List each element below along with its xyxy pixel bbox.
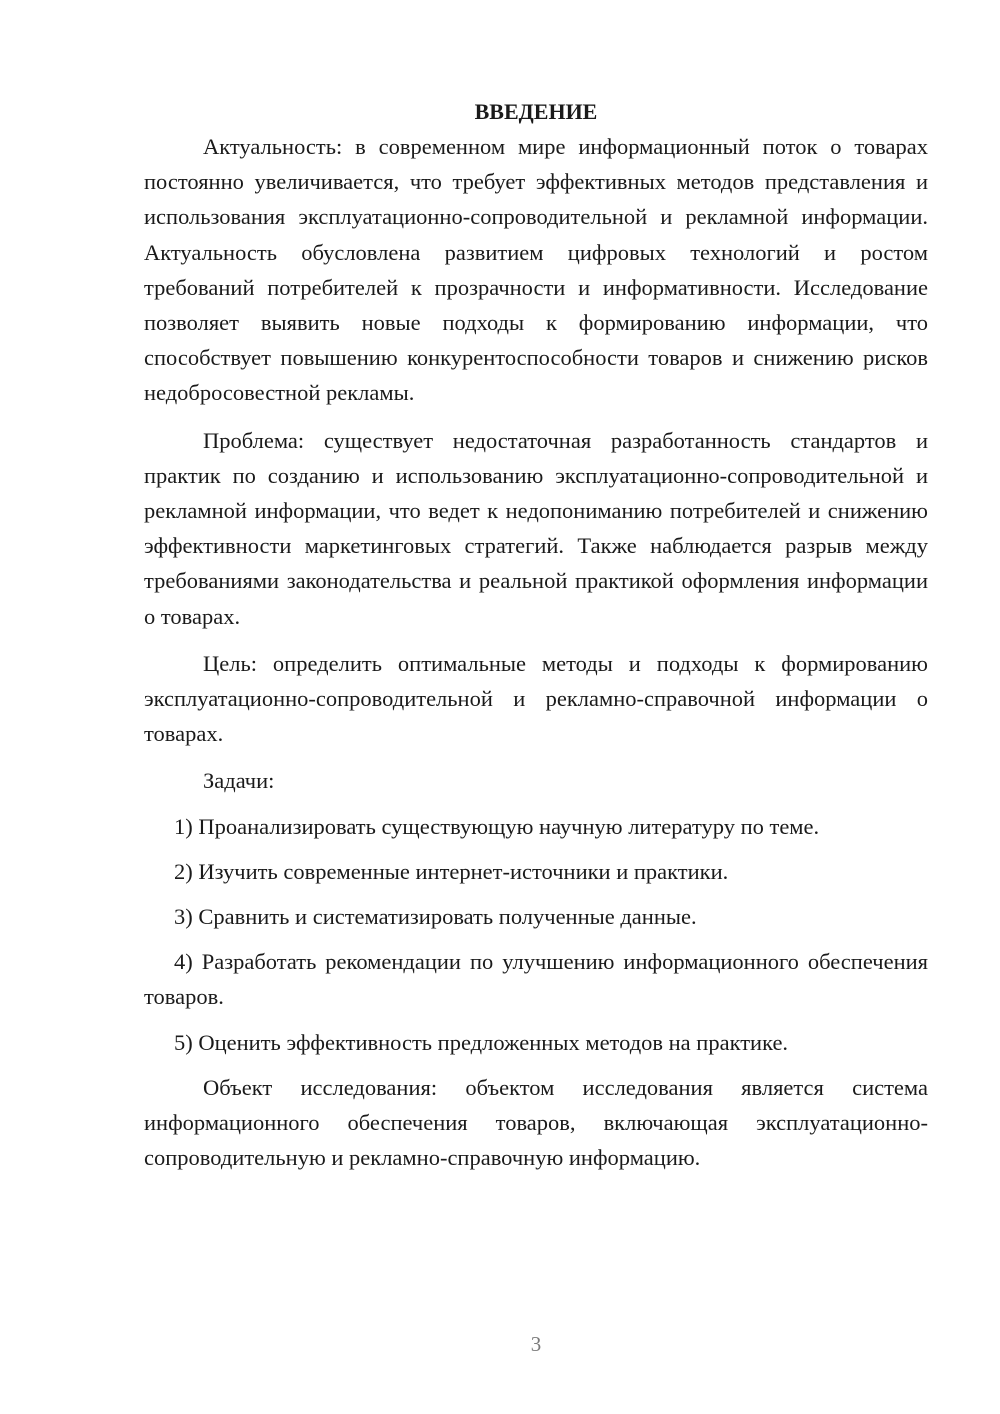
page-number: 3 — [530, 1332, 542, 1356]
task-item-1: 1) Проанализировать существующую научную литературу по теме. — [174, 813, 820, 839]
task-item-3: 3) Сравнить и систематизировать полученные данные. — [174, 904, 697, 930]
task-item-2: 2) Изучить современные интернет-источники и практики. — [174, 858, 729, 884]
tasks-label: Задачи: — [203, 768, 275, 794]
task-item-4: 4) Разработать рекомендации по улучшению информационного обеспечения товаров. — [144, 949, 928, 1010]
task-item-5: 5) Оценить эффективность предложенных методов на практике. — [174, 1029, 789, 1055]
problem-paragraph: Проблема: существует недостаточная разработанность стандартов и практик по созданию и использованию эксплуатационно-сопроводительной и рекламной информации, что ведет к недопониманию потребителей и снижению эффективности маркетинговых стратегий. Также наблюдается разрыв между требованиями законодательства и реальной практикой оформления информации о товарах. — [144, 427, 928, 629]
page-content — [144, 94, 928, 1187]
relevance-paragraph: Актуальность: в современном мире информационный поток о товарах постоянно увеличивается, что требует эффективных методов представления и использования эксплуатационно-сопроводительной и рекламной информации. Актуальность обусловлена развитием цифровых технологий и ростом требований потребителей к прозрачности и информативности. Исследование позволяет выявить новые подходы к формированию информации, что способствует повышению конкурентоспособности товаров и снижению рисков недобросовестной рекламы. — [144, 134, 928, 406]
goal-paragraph: Цель: определить оптимальные методы и подходы к формированию эксплуатационно-сопроводительной и рекламно-справочной информации о товарах. — [144, 650, 928, 747]
section-heading: ВВЕДЕНИЕ — [474, 99, 598, 124]
object-paragraph: Объект исследования: объектом исследования является система информационного обеспечения товаров, включающая эксплуатационно-сопроводительную и рекламно-справочную информацию. — [144, 1074, 928, 1171]
